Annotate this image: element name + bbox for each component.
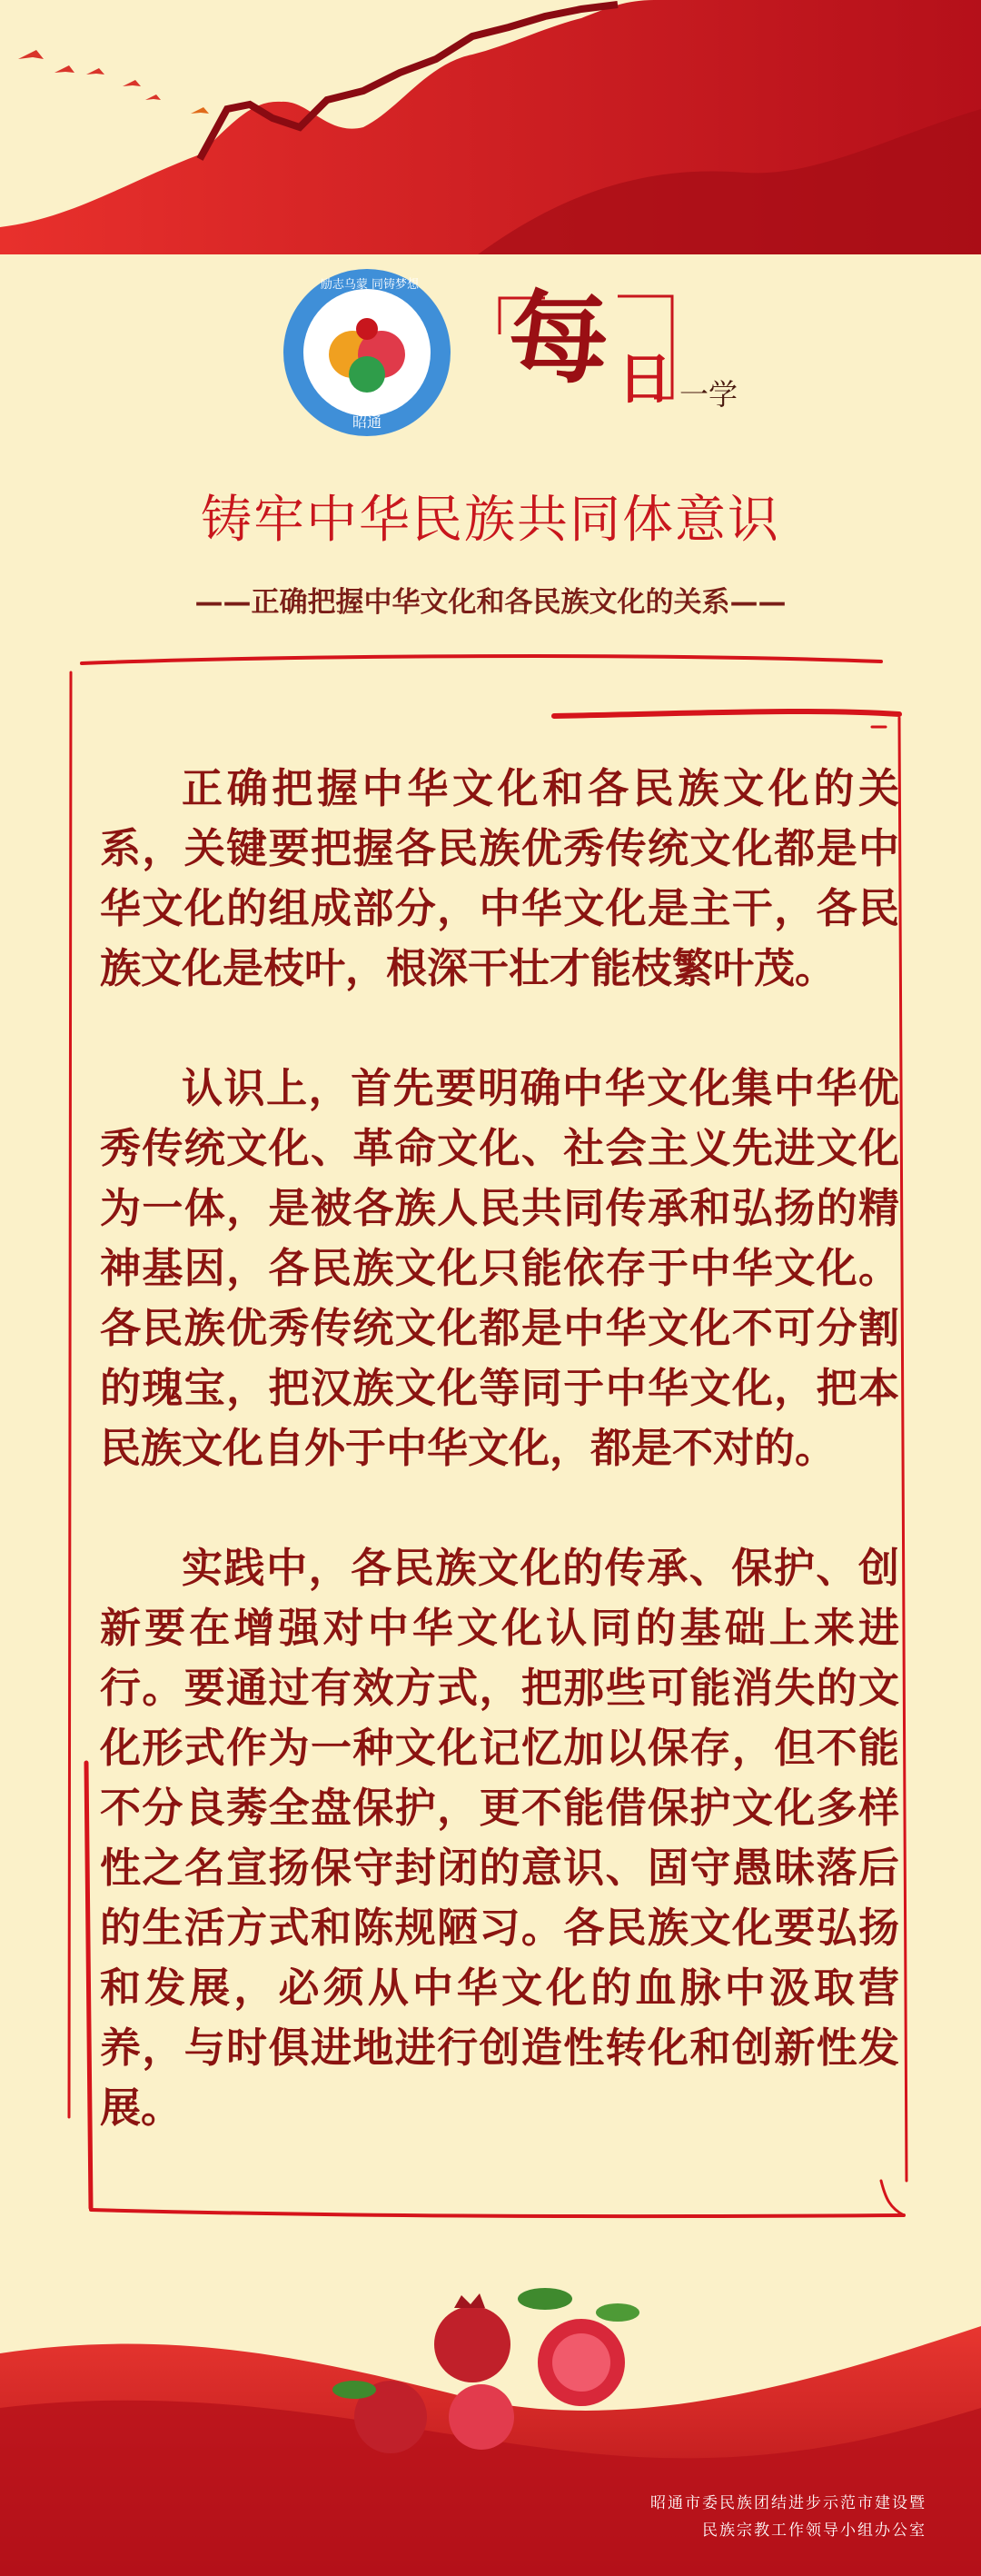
logo-bottom-text: 昭通 bbox=[352, 413, 382, 431]
page-subtitle: ——正确把握中华文化和各民族文化的关系—— bbox=[194, 586, 787, 619]
paragraph-3: 实践中，各民族文化的传承、保护、创新要在增强对中华文化认同的基础上来进行。要通过有效方式，把那些可能消失的文化形式作为一种文化记忆加以保存，但不能不分良莠全盘保护，更不能借保护文化多样性之名宣扬保守封闭的意识、固守愚昧落后的生活方式和陈规陋习。各民族文化要弘扬和发展，必须从中华文化的血脉中汲取营养，与时俱进地进行创造性转化和创新性发展。 bbox=[100, 1544, 899, 2132]
org-line-1: 昭通市委民族团结进步示范市建设暨 bbox=[650, 2494, 926, 2512]
daily-study-stamp bbox=[490, 280, 763, 434]
logo-ring-text: 励志乌蒙 同铸梦想 bbox=[320, 278, 420, 292]
organization-credit bbox=[650, 2490, 926, 2544]
page-title: 铸牢中华民族共同体意识 bbox=[201, 491, 780, 550]
daily-char-ri: 日 bbox=[618, 348, 672, 412]
daily-char-mei: 每 bbox=[509, 280, 609, 397]
paragraph-2: 认识上，首先要明确中华文化集中华优秀传统文化、革命文化、社会主义先进文化为一体，是被各族人民共同传承和弘扬的精神基因，各民族文化只能依存于中华文化。各民族优秀传统文化都是中华文化不可分割的瑰宝，把汉族文化等同于中华文化，把本民族文化自外于中华文化，都是不对的。 bbox=[100, 1064, 899, 1472]
org-line-2: 民族宗教工作领导小组办公室 bbox=[702, 2521, 926, 2540]
article-body bbox=[100, 759, 899, 2198]
paragraph-1: 正确把握中华文化和各民族文化的关系，关键要把握各民族优秀传统文化都是中华文化的组成部分，中华文化是主干，各民族文化是枝叶，根深干壮才能枝繁叶茂。 bbox=[100, 764, 899, 992]
birds-icon bbox=[18, 50, 209, 114]
top-banner-great-wall bbox=[0, 0, 981, 273]
daily-char-rest: 一学 bbox=[679, 377, 738, 412]
